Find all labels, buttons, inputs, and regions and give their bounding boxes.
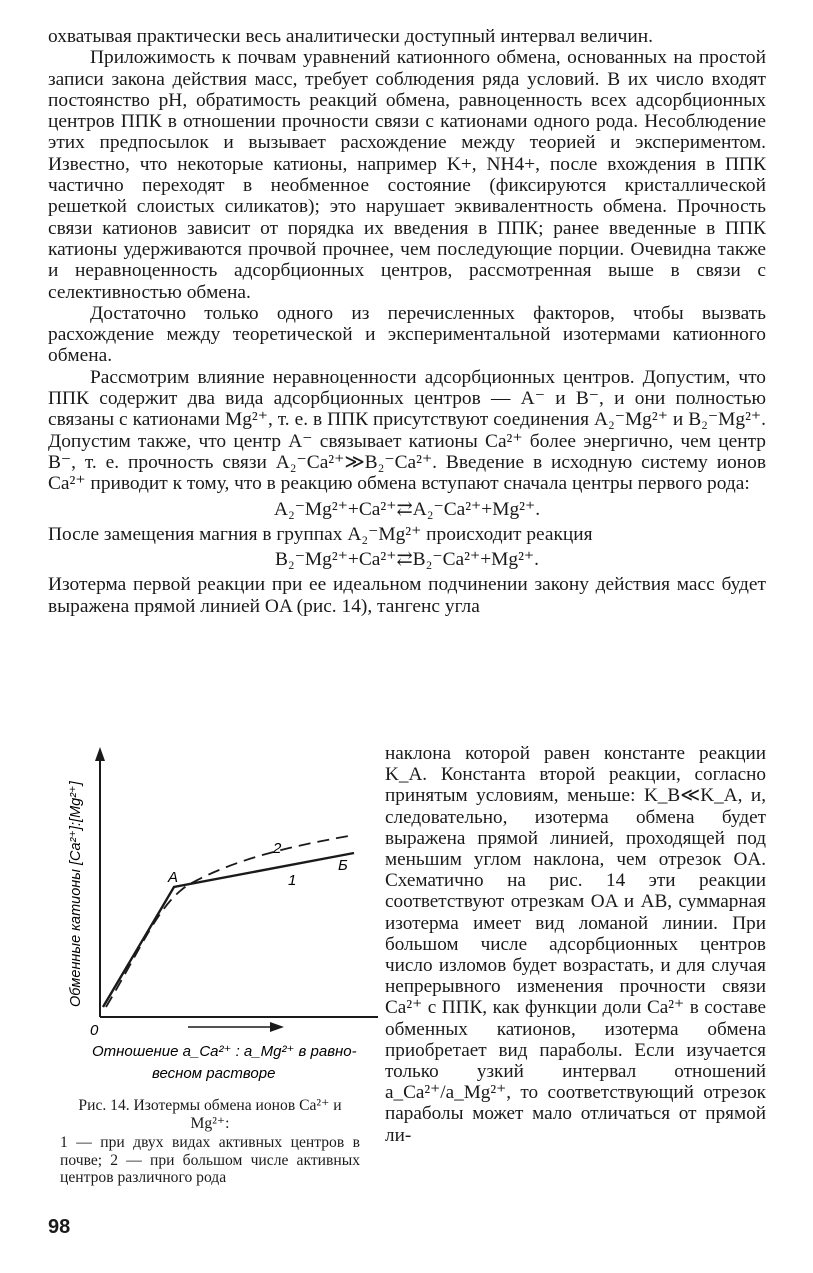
caption-legend: 1 — при двух видах активных центров в почве; 2 — при большом числе активных центров различного рода	[60, 1134, 360, 1186]
x-axis-label-line-2: весном растворе	[152, 1065, 276, 1082]
figure-caption	[60, 1097, 360, 1187]
paragraph-centers: Рассмотрим влияние неравноценности адсорбционных центров. Допустим, что ППК содержит два вида адсорбционных центров — A⁻ и B⁻, и они полностью связаны с катионами Mg²⁺, т. е. в ППК присутствуют соединения A₂⁻Mg²⁺ и B₂⁻Mg²⁺. Допустим также, что центр A⁻ связывает катионы Ca²⁺ более энергично, чем центр B⁻, т. е. прочность связи A₂⁻Ca²⁺≫B₂⁻Ca²⁺. Введение в исходную систему ионов Ca²⁺ приводит к тому, что в реакцию обмена вступают сначала центры первого рода:	[48, 366, 766, 495]
curve-1-label: 1	[288, 872, 297, 889]
x-axis-label-line-1: Отношение a_Ca²⁺ : a_Mg²⁺ в равно-	[92, 1043, 357, 1060]
y-axis-arrow	[95, 747, 105, 761]
page-number: 98	[48, 1216, 71, 1238]
isotherm-plot	[48, 745, 378, 1095]
paragraph-isotherm-continued: наклона которой равен константе реакции K_A. Константа второй реакции, согласно принятым условиям, меньше: K_B≪K_A, и, следовательно, изотерма обмена будет выражена прямой линией, проходящей под меньшим углом наклона, чем отрезок OA. Схематично на рис. 14 эти реакции соответствуют отрезкам OA и AB, суммарная изотерма имеет вид ломаной линии. При большом числе адсорбционных центров число изломов будет возрастать, и для случая непрерывного изменения прочности связи Ca²⁺ с ППК, как функции доли Ca²⁺ в составе обменных катионов, изотерма обмена приобретает вид параболы. Если изучается только узкий интервал отношений a_Ca²⁺/a_Mg²⁺, то соответствующий отрезок параболы может мало отличаться от прямой ли-	[385, 743, 766, 1146]
paragraph-factors: Достаточно только одного из перечисленных факторов, чтобы вызвать расхождение между теоретической и экспериментальной изотермами катионного обмена.	[48, 302, 766, 367]
origin-label: 0	[90, 1022, 99, 1039]
paragraph-after-substitution: После замещения магния в группах A₂⁻Mg²⁺ происходит реакция	[48, 523, 593, 545]
figure-14	[48, 745, 378, 1095]
caption-title: Рис. 14. Изотермы обмена ионов Ca²⁺ и Mg²⁺:	[78, 1097, 342, 1132]
curve-2-label: 2	[273, 840, 282, 857]
isotherm-curve-1	[103, 853, 354, 1007]
equation-2: B₂⁻Mg²⁺+Ca²⁺⇄B₂⁻Ca²⁺+Mg²⁺.	[275, 549, 539, 571]
curve-b-label: Б	[338, 857, 348, 874]
paragraph-continuation: охватывая практически весь аналитически доступный интервал величин.	[48, 26, 654, 47]
paragraph-applicability: Приложимость к почвам уравнений катионного обмена, основанных на простой записи закона действия масс, требует соблюдения ряда условий. В их число входят постоянство pH, обратимость реакций обмена, равноценность всех адсорбционных центров ППК в отношении прочности связи с катионами одного рода. Несоблюдение этих предпосылок и вызывает расхождение между теорией и экспериментом. Известно, что некоторые катионы, например K+, NH4+, после вхождения в ППК частично переходят в необменное состояние (фиксируются кристаллической решеткой слоистых силикатов); это нарушает эквивалентность обмена. Прочность связи катионов зависит от порядка их введения в ППК; ранее введенные в ППК катионы удерживаются прочвой прочнее, чем последующие порции. Очевидна также и неравноценность адсорбционных центров, рассмотренная выше в связи с селективностью обмена.	[48, 47, 766, 303]
x-direction-arrow	[270, 1022, 284, 1032]
top-text-block	[48, 26, 766, 617]
y-axis-label: Обменные катионы [Ca²⁺]:[Mg²⁺]	[68, 781, 84, 1007]
right-column-text	[385, 743, 766, 1146]
equation-1: A₂⁻Mg²⁺+Ca²⁺⇄A₂⁻Ca²⁺+Mg²⁺.	[273, 498, 541, 520]
point-a-label: A	[168, 869, 179, 886]
paragraph-isotherm-start: Изотерма первой реакции при ее идеальном подчинении закону действия масс будет выражена прямой линией OA (рис. 14), тангенс угла	[48, 574, 766, 617]
